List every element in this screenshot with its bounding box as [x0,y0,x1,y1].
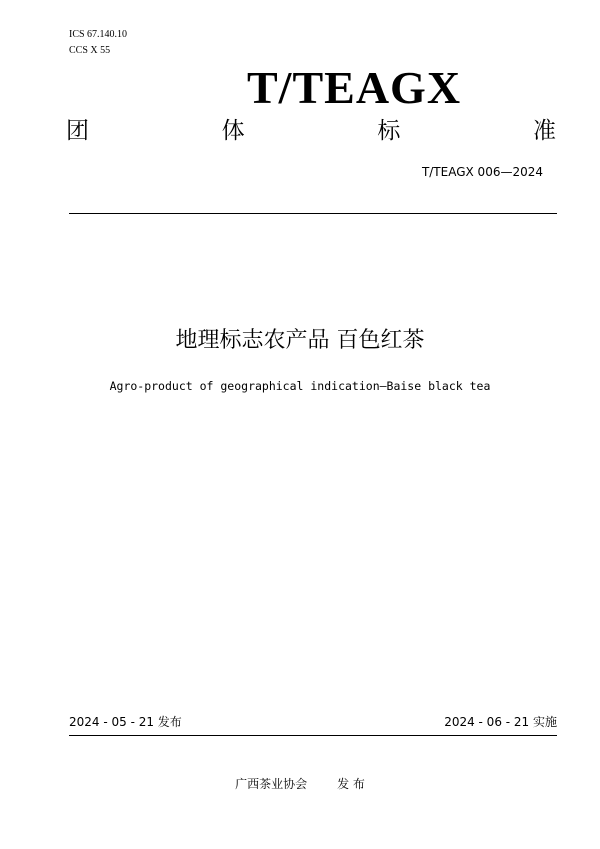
top-divider [69,213,557,214]
standard-type-char: 体 [221,118,245,144]
standard-logo: T/TEAGX [247,62,462,113]
standard-type-char: 标 [377,118,401,144]
standard-type-char: 团 [66,118,89,144]
ccs-code: CCS X 55 [69,45,111,56]
standard-type [66,116,556,146]
title-english: Agro-product of geographical indication—Baise black tea [109,379,491,393]
implementation-date: 2024 - 06 - 21 实施 [444,715,557,729]
standard-type-char: 准 [532,118,556,144]
issue-date: 2024 - 05 - 21 发布 [69,715,182,729]
title-chinese: 地理标志农产品 百色红茶 [175,328,425,353]
issuer-line [0,775,600,793]
ics-code: ICS 67.140.10 [69,29,128,40]
issuer-action: 发 布 [337,777,365,791]
standard-number: T/TEAGX 006—2024 [421,165,543,179]
bottom-divider [69,735,557,736]
issuer-name: 广西茶业协会 [235,777,308,791]
